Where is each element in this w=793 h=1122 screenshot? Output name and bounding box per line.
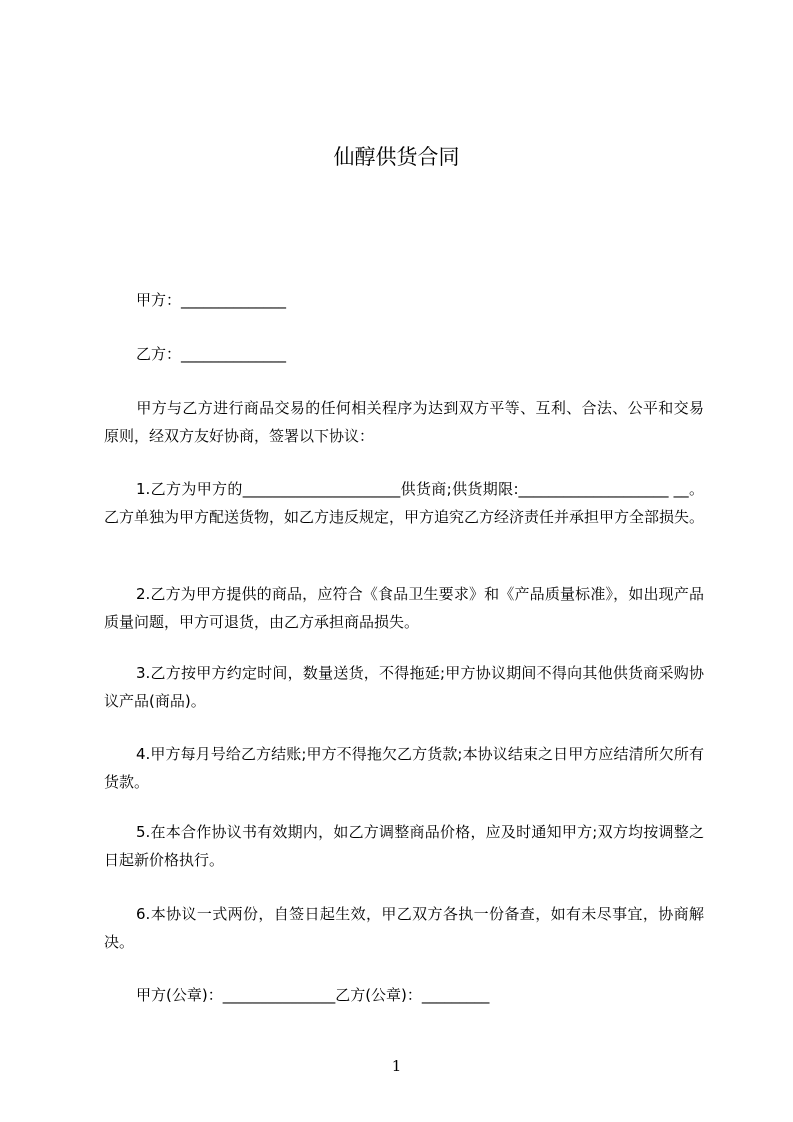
clause-2-text: 2.乙方为甲方提供的商品，应符合《食品卫生要求》和《产品质量标准》，如出现产品质量问题，甲方可退货，由乙方承担商品损失。 <box>104 585 704 631</box>
clause-1-text: 1.乙方为甲方的_____________________供货商;供货期限:____________________ __。乙方单独为甲方配送货物，如乙方违反规定，甲方追究乙方经济责任并承担甲方全部损失。 <box>104 480 705 526</box>
clause-1 <box>104 475 704 531</box>
page-title: 仙醇供货合同 <box>333 145 460 169</box>
clause-5 <box>104 818 704 874</box>
party-b-line <box>104 340 704 368</box>
signature-line <box>104 981 704 1009</box>
party-a-line <box>104 286 704 314</box>
signature-text: 甲方(公章)：_______________乙方(公章)：_________ <box>136 986 490 1004</box>
clause-4-text: 4.甲方每月号给乙方结账;甲方不得拖欠乙方货款;本协议结束之日甲方应结清所欠所有货款。 <box>104 745 704 791</box>
clause-6-text: 6.本协议一式两份，自签日起生效，甲乙双方各执一份备查，如有未尽事宜，协商解决。 <box>104 905 704 951</box>
clause-3-text: 3.乙方按甲方约定时间，数量送货，不得拖延;甲方协议期间不得向其他供货商采购协议产品(商品)。 <box>104 664 704 710</box>
clause-2 <box>104 580 704 636</box>
party-b-text: 乙方：______________ <box>136 345 287 363</box>
clause-6 <box>104 900 704 956</box>
page-number: 1 <box>391 1057 402 1075</box>
intro-paragraph <box>104 394 704 450</box>
clause-3 <box>104 659 704 715</box>
party-a-text: 甲方：______________ <box>136 291 287 309</box>
clause-5-text: 5.在本合作协议书有效期内，如乙方调整商品价格，应及时通知甲方;双方均按调整之日起新价格执行。 <box>104 823 704 869</box>
intro-text: 甲方与乙方进行商品交易的任何相关程序为达到双方平等、互利、合法、公平和交易原则，经双方友好协商，签署以下协议： <box>104 399 704 445</box>
clause-4 <box>104 740 704 796</box>
